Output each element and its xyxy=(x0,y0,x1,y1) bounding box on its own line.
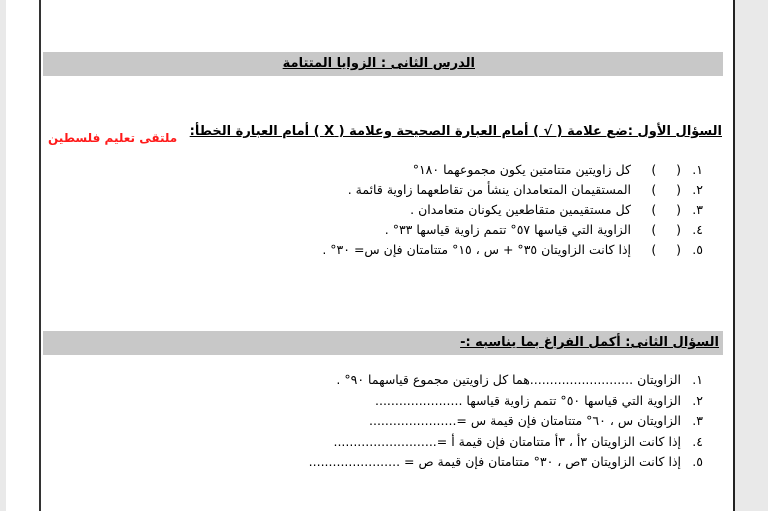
item-text: الزاويتان ..........................هما كل زاويتين مجموع قياسهما ٩٠° . xyxy=(336,372,681,387)
item-number: ٣. xyxy=(692,413,703,428)
list-item xyxy=(200,370,703,391)
item-number: ٥. xyxy=(692,454,703,469)
item-number: ٣. xyxy=(692,202,703,217)
item-text: الزاوية التي قياسها ٥٠° تتمم زاوية قياسها ...................... xyxy=(375,392,681,408)
item-number: ٥. xyxy=(692,242,703,257)
answer-blank: ( ) xyxy=(651,202,681,217)
item-text: إذا كانت الزاويتان ٢أ ، ٣أ متتامتان فإن قيمة أ =.......................... xyxy=(333,433,681,449)
answer-blank: ( ) xyxy=(651,242,681,257)
margin-line xyxy=(39,0,41,511)
question-2-heading-bar xyxy=(43,331,723,355)
item-number: ١. xyxy=(692,372,703,387)
item-text: الزاوية التي قياسها ٥٧° تتمم زاوية قياسها ٣٣° . xyxy=(384,222,631,237)
item-text: كل مستقيمين متقاطعين يكونان متعامدان . xyxy=(410,202,631,217)
list-item xyxy=(250,240,703,260)
question-1-heading: السؤال الأول :ضع علامة ( √ ) أمام العبارة الصحيحة وعلامة ( X ) أمام العبارة الخطأ: xyxy=(189,124,722,139)
item-number: ٤. xyxy=(692,433,703,449)
list-item xyxy=(200,411,703,432)
item-number: ١. xyxy=(692,162,703,177)
list-item xyxy=(200,391,703,412)
item-text: المستقيمان المتعامدان ينشأ من تقاطعهما زاوية قائمة . xyxy=(347,182,631,197)
list-item xyxy=(250,180,703,200)
item-number: ٤. xyxy=(692,222,703,237)
answer-blank: ( ) xyxy=(651,182,681,197)
list-item xyxy=(250,160,703,180)
lesson-title-bar xyxy=(43,52,723,76)
item-text: كل زاويتين متتامتين يكون مجموعهما ١٨٠° xyxy=(412,162,631,177)
question-2-heading: السؤال الثانى: أكمل الفراغ بما يناسبه :- xyxy=(460,335,719,350)
item-text: الزاويتان س ، ٦٠° متتامتان فإن قيمة س =...................... xyxy=(369,413,681,428)
answer-blank: ( ) xyxy=(651,222,681,237)
side-label: ملتقى تعليم فلسطين xyxy=(48,131,178,145)
item-number: ٢. xyxy=(692,182,703,197)
question-2-list xyxy=(200,370,703,473)
list-item xyxy=(250,200,703,220)
lesson-title: الدرس الثانى : الزوايا المتتامة xyxy=(282,56,475,71)
item-number: ٢. xyxy=(692,392,703,408)
question-1-list xyxy=(250,160,703,260)
item-text: إذا كانت الزاويتان ٣٥° + س ، ١٥° متتامتان فإن س= ٣٠° . xyxy=(322,242,631,257)
item-text: إذا كانت الزاويتان ٣ص ، ٣٠° متتامتان فإن قيمة ص = ....................... xyxy=(308,454,681,469)
list-item xyxy=(200,432,703,453)
list-item xyxy=(200,452,703,473)
list-item xyxy=(250,220,703,240)
answer-blank: ( ) xyxy=(651,162,681,177)
